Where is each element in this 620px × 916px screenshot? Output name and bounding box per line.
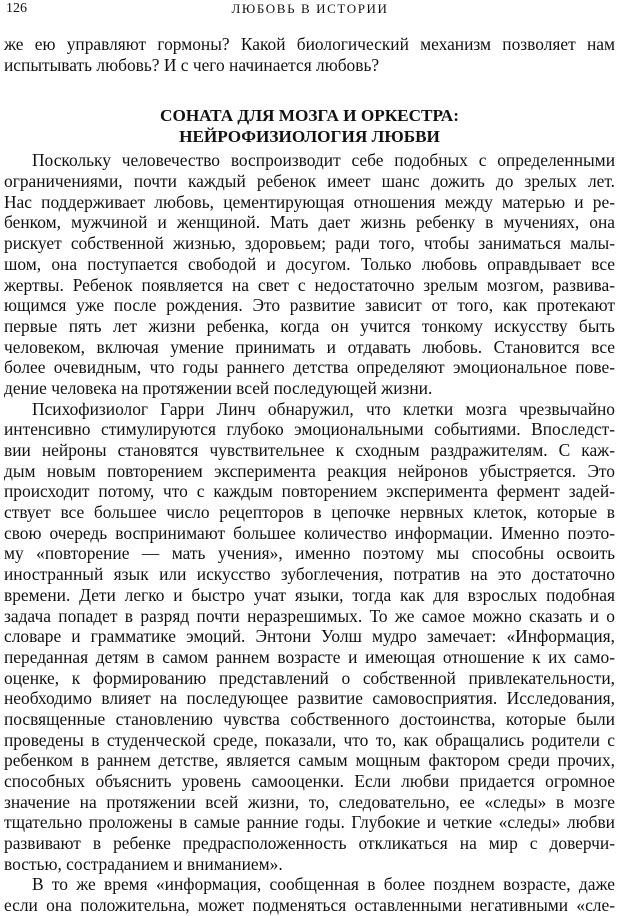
- text-line: проведены в студенческой среде, показали, что то, как обращались родители с: [4, 729, 615, 750]
- text-line: му «повторение — мать учения», именно поэтому мы способны освоить: [4, 543, 615, 564]
- text-line: бенком, мужчиной и женщиной. Мать дает жизнь ребенку в мучениях, она: [4, 212, 615, 233]
- text-line: вии нейроны становятся чувствительнее к сходным раздражителям. С каж-: [4, 440, 615, 460]
- text-line: происходит потому, что с каждым повторением эксперимента фермент задей-: [4, 481, 615, 502]
- text-line: Нас поддерживает любовь, цементирующая отношения между матерью и ре-: [4, 191, 615, 212]
- text-line: времени. Дети легко и быстро учат языки, тогда как для взрослых подобная: [4, 584, 615, 605]
- text-line: жертвы. Ребенок появляется на свет с недостаточно зрелым мозгом, развива-: [4, 274, 615, 295]
- text-line: задача попадет в разряд почти неразрешимых. То же самое можно сказать и о: [4, 605, 615, 626]
- text-line: оценке, к формированию представлений о собственной привлекательности,: [4, 667, 615, 688]
- text-line: переданная детям в самом раннем возрасте и имеющая отношение к их само-: [4, 646, 615, 667]
- text-line: Психофизиолог Гарри Линч обнаружил, что клетки мозга чрезвычайно: [32, 398, 615, 419]
- text-line: В то же время «информация, сообщенная в более позднем возрасте, даже: [32, 874, 615, 895]
- text-line: развивают в ребенке предрасположенность откликаться на мир с доверчи-: [4, 833, 615, 854]
- text-line: тщательно проложены в самые ранние годы. Глубокие и четкие «следы» любви: [4, 812, 615, 833]
- text-line: посвященные становлению чувства собственного достоинства, которые были: [4, 708, 615, 729]
- running-title: ЛЮБОВЬ В ИСТОРИИ: [231, 1, 389, 16]
- text-line: способных объяснить уровень самооценки. Если любви придается огромное: [4, 771, 615, 791]
- paragraph-2: [4, 399, 615, 875]
- text-line: испытывать любовь? И с чего начинается любовь?: [4, 54, 380, 75]
- page-header: [0, 0, 620, 20]
- text-line: востью, состраданием и вниманием».: [4, 853, 283, 874]
- text-line: необходимо влияет на последующее развитие самовосприятия. Исследования,: [4, 688, 615, 709]
- paragraph-3: [4, 874, 615, 915]
- text-line: дение человека на протяжении всей последующей жизни.: [4, 377, 433, 398]
- text-line: интенсивно стимулируются глубоко эмоциональными событиями. Впоследст-: [4, 419, 615, 440]
- section-title: [4, 105, 615, 147]
- text-line: если она положительна, может подменяться оставленными негативными «сле-: [4, 895, 615, 916]
- page-number: 126: [6, 1, 27, 16]
- text-line: ствует все большее число рецепторов в цепочке нервных клеток, которые в: [4, 502, 615, 523]
- text-line: иностранный язык или искусство зубоглечения, потратив на это достаточно: [4, 564, 615, 585]
- text-line: человеком, включая умение принимать и отдавать любовь. Становится все: [4, 336, 615, 357]
- section-title-line: СОНАТА ДЛЯ МОЗГА И ОРКЕСТРА:: [160, 106, 459, 126]
- text-line: же ею управляют гормоны? Какой биологический механизм позволяет нам: [4, 34, 615, 54]
- page-body: [4, 34, 615, 916]
- text-line: дым новым повторением эксперимента реакция нейронов убыстряется. Это: [4, 460, 615, 481]
- text-line: более очевидным, что годы раннего детства определяют эмоциональное пове-: [4, 357, 615, 378]
- text-line: рискует собственной жизнью, здоровьем; ради того, чтобы заниматься малы-: [4, 233, 615, 254]
- text-line: значение на протяжении всей жизни, то, следовательно, ее «следы» в мозге: [4, 791, 615, 812]
- text-line: ребенком в раннем детстве, является самым мощным фактором среди прочих,: [4, 750, 615, 771]
- text-line: свою очередь воспринимают большее количество информации. Именно поэто-: [4, 522, 615, 543]
- intro-paragraph: [4, 34, 615, 75]
- paragraph-1: [4, 150, 615, 398]
- text-line: шом, она поступается свободой и досугом. Только любовь оправдывает все: [4, 253, 615, 274]
- section-title-line: НЕЙРОФИЗИОЛОГИЯ ЛЮБВИ: [179, 127, 440, 147]
- text-line: ограничениями, почти каждый ребенок имеет шанс дожить до зрелых лет.: [4, 171, 615, 192]
- text-line: ющимся уже после рождения. Это развитие зависит от того, как протекают: [4, 295, 615, 316]
- text-line: первые пять лет жизни ребенка, когда он учится тонкому искусству быть: [4, 315, 615, 336]
- text-line: словаре и грамматике эмоций. Энтони Уолш мудро замечает: «Информация,: [4, 626, 615, 647]
- text-line: Поскольку человечество воспроизводит себе подобных с определенными: [32, 150, 615, 171]
